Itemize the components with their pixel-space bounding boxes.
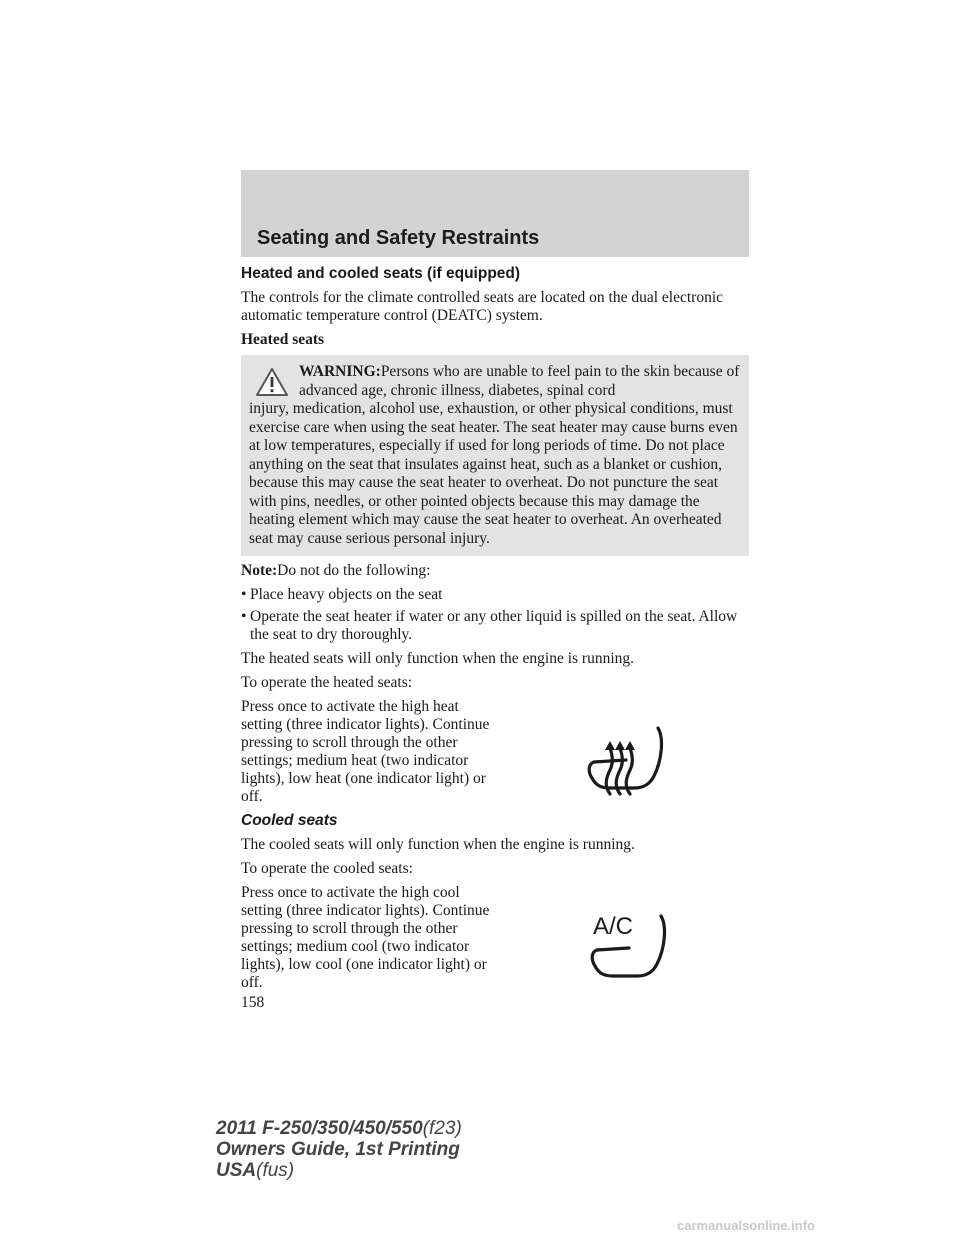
heated-seat-icon [586,724,666,796]
footer-model-code: (f23) [422,1118,462,1139]
page-title: Seating and Safety Restraints [257,227,540,249]
note-paragraph [241,562,749,580]
cooled-operate-text: To operate the cooled seats: [241,860,413,877]
cooled-seat-icon [589,912,669,984]
footer-market: USA [216,1160,257,1181]
heated-instruction: Press once to activate the high heat setting (three indicator lights). Continue pressing to scroll through the other settings; medium heat (two indicator lights), low heat (one indicator light) or off. [241,698,490,805]
footer-model: 2011 F-250/350/450/550 [216,1118,423,1139]
cooled-seats-heading: Cooled seats [241,812,338,829]
footer-market-code: (fus) [256,1160,295,1181]
watermark: carmanualsonline.info [677,1218,815,1233]
cooled-instruction: Press once to activate the high cool setting (three indicator lights). Continue pressing to scroll through the other settings; medium cool (two indicator lights), low cool (one indicator light) or off. [241,884,490,991]
footer-edition: Owners Guide, 1st Printing [216,1139,460,1160]
warning-box [241,355,749,556]
note-list [241,586,749,644]
warning-text: injury, medication, alcohol use, exhaustion, or other physical conditions, must exercise care when using the seat heater. The seat heater may cause burns even at low temperatures, especially if used for long periods of time. Do not place anything on the seat that insulates against heat, such as a blanket or cushion, because this may cause the seat heater to overheat. Do not puncture the seat with pins, needles, or other pointed objects because this may damage the heating element which may cause the seat heater to overheat. An overheated seat may cause serious personal injury. [249,400,738,547]
header-band [241,170,749,257]
intro-paragraph: The controls for the climate controlled seats are located on the dual electronic automatic temperature control (DEATC) system. [241,289,724,324]
warning-triangle-icon [255,367,289,397]
cooled-function-text: The cooled seats will only function when the engine is running. [241,836,635,853]
heated-operate-text: To operate the heated seats: [241,674,413,691]
note-label: Note: [241,562,278,579]
list-item: • Place heavy objects on the seat [241,586,443,603]
ac-label: A/C [593,913,634,940]
heated-instruction-block [241,698,749,806]
heated-function-text: The heated seats will only function when the engine is running. [241,650,635,667]
footer [216,1118,462,1181]
section-heading: Heated and cooled seats (if equipped) [241,265,521,282]
warning-label: WARNING: [299,363,381,380]
cooled-instruction-block [241,884,749,992]
manual-page [241,170,749,1012]
page-number: 158 [241,994,265,1011]
list-item: • Operate the seat heater if water or any other liquid is spilled on the seat. Allow the seat to dry thoroughly. [241,608,738,643]
note-text: Do not do the following: [277,562,431,579]
heated-seats-heading: Heated seats [241,331,325,348]
warning-first-line: Persons who are unable to feel pain to the skin because of advanced age, chronic illness, diabetes, spinal cord [299,363,740,399]
